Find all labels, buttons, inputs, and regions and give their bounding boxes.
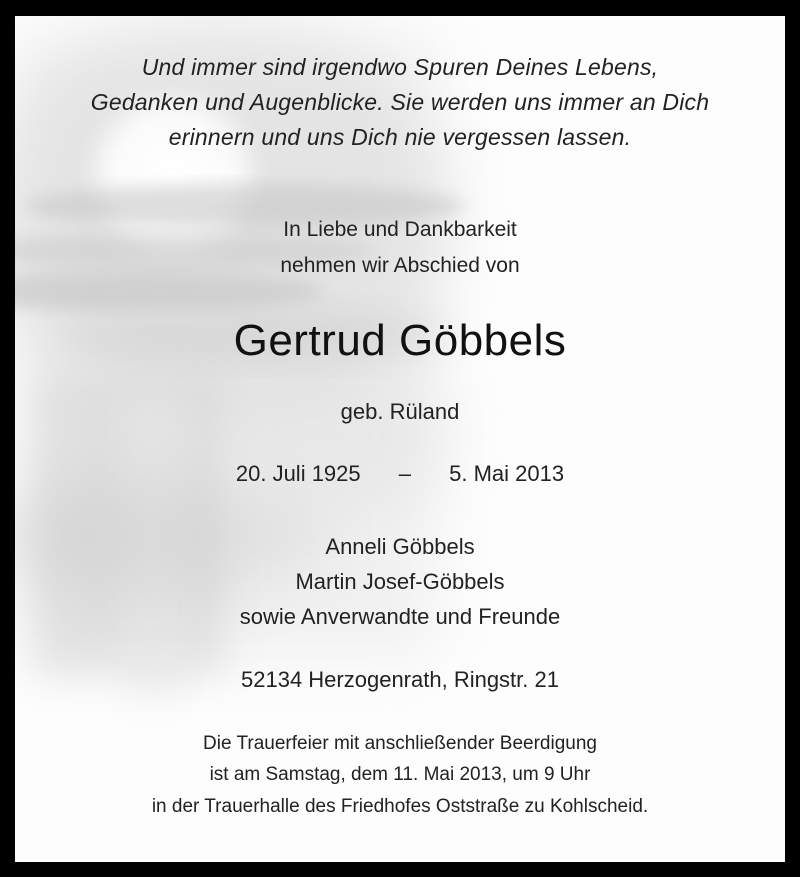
intro-line-2: nehmen wir Abschied von (280, 254, 520, 277)
deceased-name: Gertrud Göbbels (233, 316, 567, 365)
service-line-3: in der Trauerhalle des Friedhofes Oststraße zu Kohlscheid. (151, 796, 649, 817)
poem-line-1: Und immer sind irgendwo Spuren Deines Lebens, (141, 54, 659, 80)
obituary-text (15, 16, 785, 862)
obituary-card (15, 16, 785, 862)
mourner-2: Martin Josef-Göbbels (295, 569, 505, 594)
service-line-2: ist am Samstag, dem 11. Mai 2013, um 9 Uhr (209, 764, 591, 785)
poem-line-3: erinnern und uns Dich nie vergessen lassen. (168, 124, 632, 150)
service-line-1: Die Trauerfeier mit anschließender Beerdigung (203, 733, 597, 754)
life-dates (15, 461, 785, 487)
birth-date: 20. Juli 1925 (235, 461, 361, 486)
mourner-1: Anneli Göbbels (325, 534, 475, 559)
death-date: 5. Mai 2013 (449, 461, 565, 486)
mourner-3: sowie Anverwandte und Freunde (239, 604, 561, 629)
intro-line-1: In Liebe und Dankbarkeit (283, 218, 517, 241)
date-dash: – (398, 461, 412, 486)
maiden-name: geb. Rüland (340, 399, 460, 424)
address: 52134 Herzogenrath, Ringstr. 21 (241, 667, 559, 692)
poem-line-2: Gedanken und Augenblicke. Sie werden uns immer an Dich (90, 89, 710, 115)
